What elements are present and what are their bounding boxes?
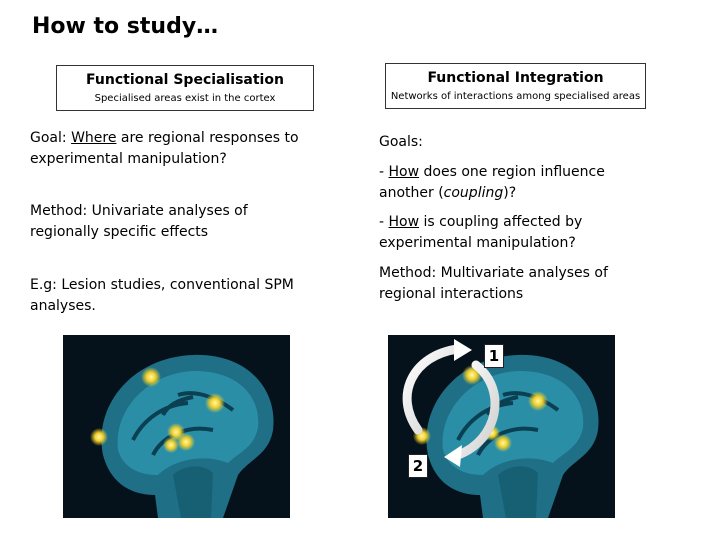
functional-integration-subtitle: Networks of interactions among specialised areas — [390, 91, 641, 102]
left-goal-text — [30, 128, 330, 170]
right-goal2-text — [379, 212, 629, 254]
left-example-text: E.g: Lesion studies, conventional SPM analyses. — [30, 277, 294, 314]
right-goals-label: Goals: — [379, 134, 423, 150]
goal1-end: )? — [503, 185, 517, 201]
goal1-coupling: coupling — [443, 185, 504, 201]
goal-prefix: Goal: — [30, 130, 72, 146]
goal2-how: How — [388, 214, 420, 230]
goal1-rest: does one region influence another ( — [379, 164, 605, 201]
functional-specialisation-subtitle: Specialised areas exist in the cortex — [94, 93, 276, 104]
goal1-prefix: - — [379, 164, 389, 180]
goal1-how: How — [388, 164, 420, 180]
functional-specialisation-box — [56, 65, 314, 111]
goal-rest: are regional responses to experimental manipulation? — [30, 130, 299, 167]
label-1: 1 — [484, 344, 504, 368]
page-title: How to study… — [32, 14, 219, 39]
functional-specialisation-title: Functional Specialisation — [86, 72, 284, 88]
functional-integration-title: Functional Integration — [427, 70, 604, 86]
right-method-text: Method: Multivariate analyses of regional interactions — [379, 265, 608, 302]
brain-image-left — [63, 335, 290, 518]
functional-integration-box — [385, 63, 646, 109]
brain-illustration-left — [63, 335, 290, 518]
goal2-prefix: - — [379, 214, 389, 230]
left-method-text: Method: Univariate analyses of regionally specific effects — [30, 203, 248, 240]
right-goal1-text — [379, 162, 649, 204]
label-2: 2 — [408, 454, 428, 478]
goal-where: Where — [71, 130, 117, 146]
goal2-rest: is coupling affected by experimental manipulation? — [379, 214, 583, 251]
